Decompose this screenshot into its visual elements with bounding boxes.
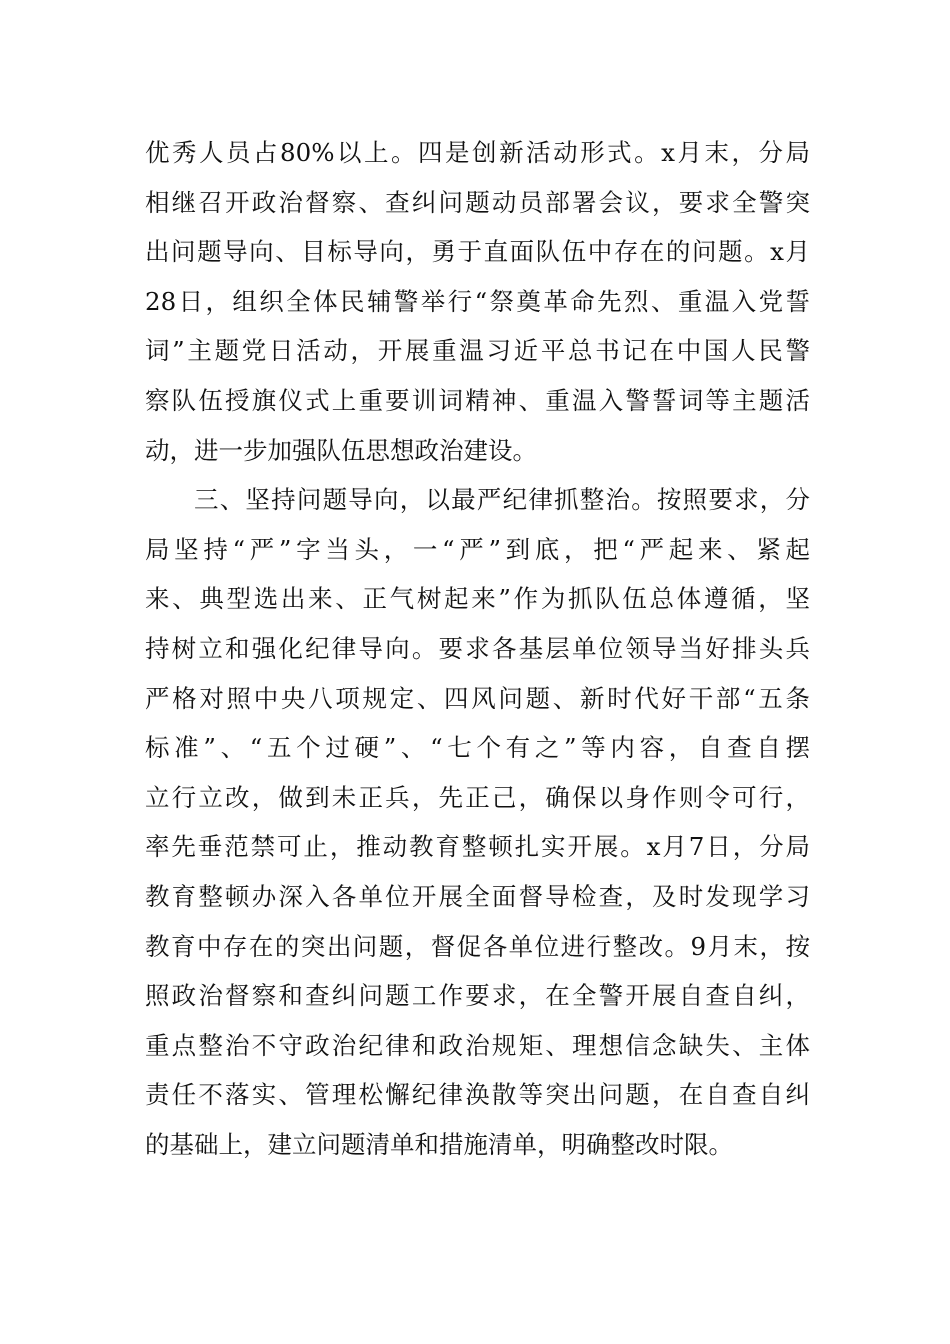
text-line: 责任不落实、管理松懈纪律涣散等突出问题，在自查自纠 [145, 1080, 810, 1110]
text-line: 持树立和强化纪律导向。要求各基层单位领导当好排头兵 [145, 633, 810, 663]
text-line: 标准”、“五个过硬”、“七个有之”等内容，自查自摆 [145, 733, 810, 763]
paragraph-first-line: 三、坚持问题导向，以最严纪律抓整治。按照要求，分 [194, 485, 810, 515]
text-line: 重点整治不守政治纪律和政治规矩、理想信念缺失、主体 [145, 1030, 810, 1060]
text-line: 立行立改，做到未正兵，先正己，确保以身作则令可行， [145, 782, 810, 812]
text-line: 28日，组织全体民辅警举行“祭奠革命先烈、重温入党誓 [145, 286, 810, 316]
document-body [145, 128, 810, 1169]
text-line: 照政治督察和查纠问题工作要求，在全警开展自查自纠， [145, 981, 810, 1011]
text-line: 察队伍授旗仪式上重要训词精神、重温入警誓词等主题活 [145, 385, 810, 415]
text-line: 局坚持“严”字当头，一“严”到底，把“严起来、紧起 [145, 534, 810, 564]
text-line: 词”主题党日活动，开展重温习近平总书记在中国人民警 [145, 336, 810, 366]
text-line: 教育中存在的突出问题，督促各单位进行整改。9月末，按 [145, 931, 810, 961]
paragraph-last-line: 的基础上，建立问题清单和措施清单，明确整改时限。 [145, 1129, 733, 1159]
text-line: 来、典型选出来、正气树起来”作为抓队伍总体遵循，坚 [145, 584, 810, 614]
paragraph-last-line: 动，进一步加强队伍思想政治建设。 [145, 435, 537, 465]
text-line: 教育整顿办深入各单位开展全面督导检查，及时发现学习 [145, 881, 810, 911]
text-line: 率先垂范禁可止，推动教育整顿扎实开展。x月7日，分局 [145, 832, 810, 862]
text-line: 相继召开政治督察、查纠问题动员部署会议，要求全警突 [145, 187, 810, 217]
text-line: 出问题导向、目标导向，勇于直面队伍中存在的问题。x月 [145, 237, 810, 267]
text-line: 严格对照中央八项规定、四风问题、新时代好干部“五条 [145, 683, 810, 713]
text-line: 优秀人员占80%以上。四是创新活动形式。x月末，分局 [145, 138, 810, 167]
